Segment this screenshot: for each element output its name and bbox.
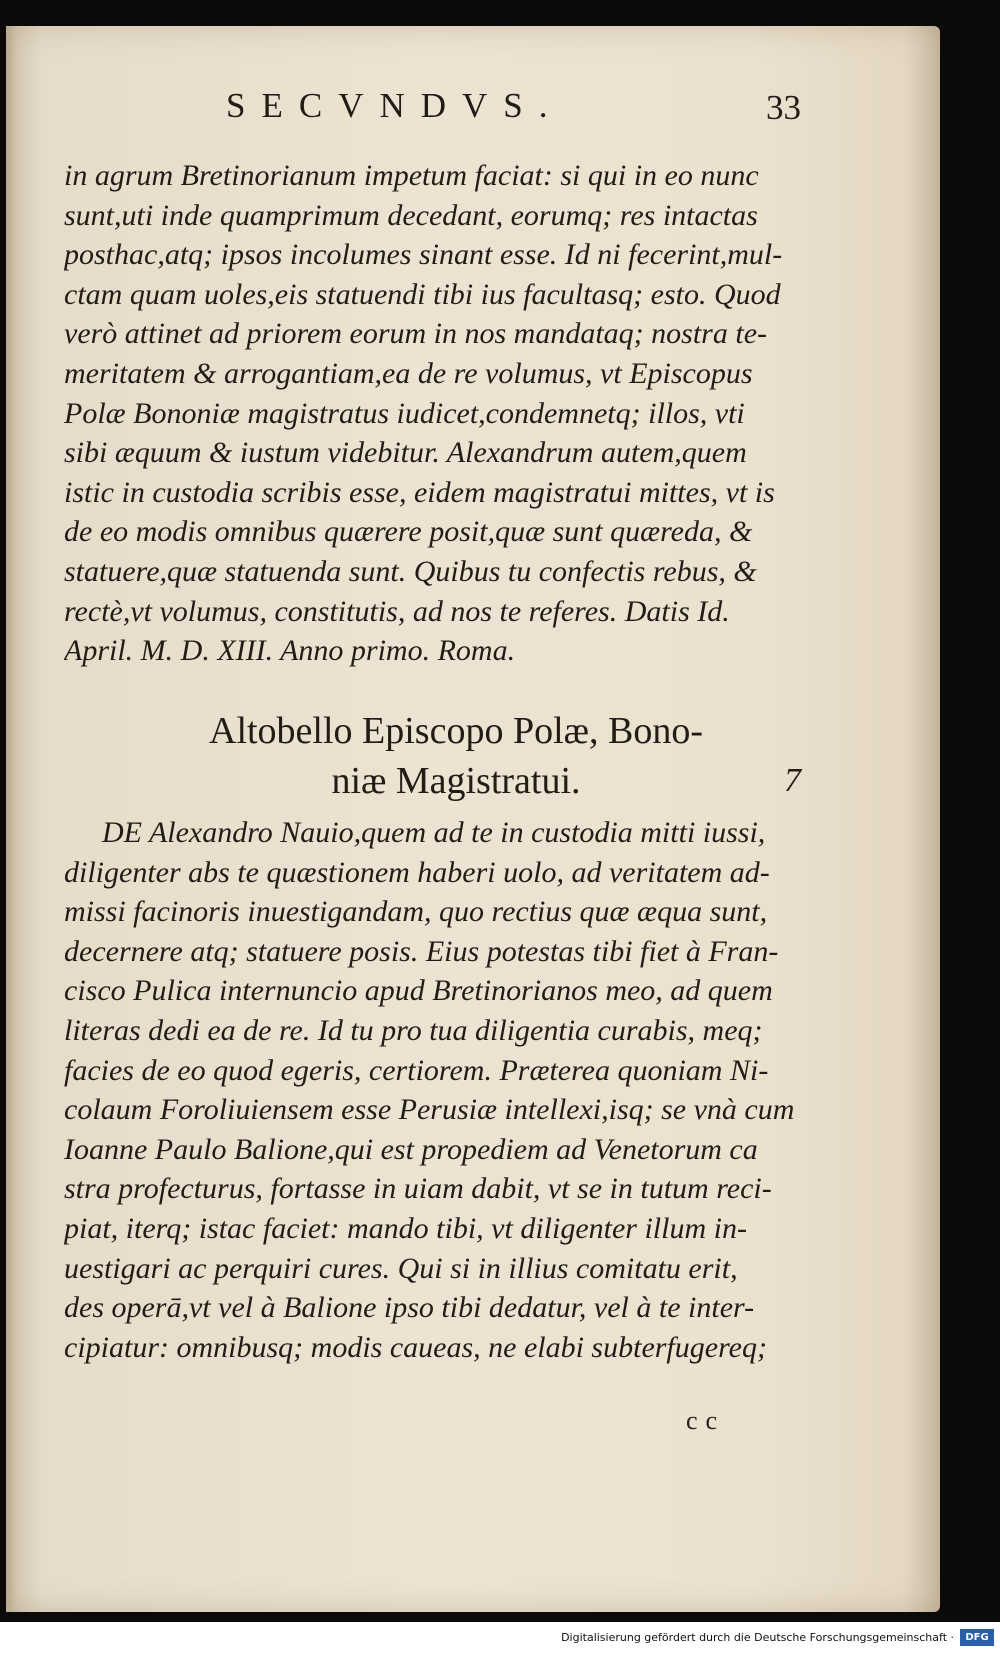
text-line: cipiatur: omnibusq; modis caueas, ne elabi subterfugereq; [64,1330,767,1364]
page-gutter-shadow [6,26,16,1612]
text-line: verò attinet ad priorem eorum in nos mandataq; nostra te- [64,317,767,351]
text-line: April. M. D. XIII. Anno primo. Roma. [64,634,516,668]
text-line: Ioanne Paulo Balione,qui est propediem ad Venetorum ca [64,1132,758,1166]
text-line: diligenter abs te quæstionem haberi uolo, ad veritatem ad- [64,855,770,889]
funding-credit: Digitalisierung gefördert durch die Deutsche Forschungsgemeinschaft · [561,1631,954,1644]
page-number: 33 [766,88,801,127]
text-block-continuation [64,156,824,671]
text-line: DE Alexandro Nauio,quem ad te in custodia mitti iussi, [102,816,766,849]
text-line: missi facinoris inuestigandam, quo rectius quæ æqua sunt, [64,895,768,929]
text-line: in agrum Bretinorianum impetum faciat: si qui in eo nunc [64,159,759,192]
text-line: literas dedi ea de re. Id tu pro tua diligentia curabis, meq; [64,1013,763,1047]
text-line: decernere atq; statuere posis. Eius potestas tibi fiet à Fran- [64,934,779,968]
text-line: statuere,quæ statuenda sunt. Quibus tu confectis rebus, & [64,554,757,588]
paper-page [6,26,940,1612]
text-line: sunt,uti inde quamprimum decedant, eorumq; res intactas [64,198,758,232]
signature-mark: cc [686,1406,726,1435]
text-line: meritatem & arrogantiam,ea de re volumus, vt Episcopus [64,356,753,390]
letter-number: 7 [784,762,801,799]
letter-body [64,813,824,1367]
text-line: Polæ Bononiæ magistratus iudicet,condemnetq; illos, vti [64,396,745,430]
heading-line-1: Altobello Episcopo Polæ, Bono- [209,710,703,752]
letter-heading [76,706,836,806]
running-title: SECVNDVS. [226,86,564,125]
digitization-footer [0,1622,1000,1654]
running-head [6,80,940,130]
text-line: des operā,vt vel à Balione ipso tibi dedatur, vel à te inter- [64,1291,755,1325]
text-line: uestigari ac perquiri cures. Qui si in illius comitatu erit, [64,1251,738,1285]
text-line: sibi æquum & iustum videbitur. Alexandrum autem,quem [64,436,747,470]
text-line: istic in custodia scribis esse, eidem magistratui mittes, vt is [64,475,775,509]
text-line: colaum Foroliuiensem esse Perusiæ intellexi,isq; se vnà cum [64,1093,795,1127]
heading-line-2: niæ Magistratui. [331,760,581,802]
text-line: de eo modis omnibus quærere posit,quæ sunt quæreda, & [64,515,753,549]
text-line: stra profecturus, fortasse in uiam dabit, vt se in tutum reci- [64,1172,772,1206]
text-line: ctam quam uoles,eis statuendi tibi ius facultasq; esto. Quod [64,277,781,311]
text-line: piat, iterq; istac faciet: mando tibi, vt diligenter illum in- [64,1211,747,1245]
text-line: cisco Pulica internuncio apud Bretinorianos meo, ad quem [64,974,773,1008]
text-line: facies de eo quod egeris, certiorem. Præterea quoniam Ni- [64,1053,769,1087]
text-line: posthac,atq; ipsos incolumes sinant esse. Id ni fecerint,mul- [64,238,783,272]
text-line: rectè,vt volumus, constitutis, ad nos te referes. Datis Id. [64,594,730,628]
dfg-logo: DFG [960,1629,994,1646]
